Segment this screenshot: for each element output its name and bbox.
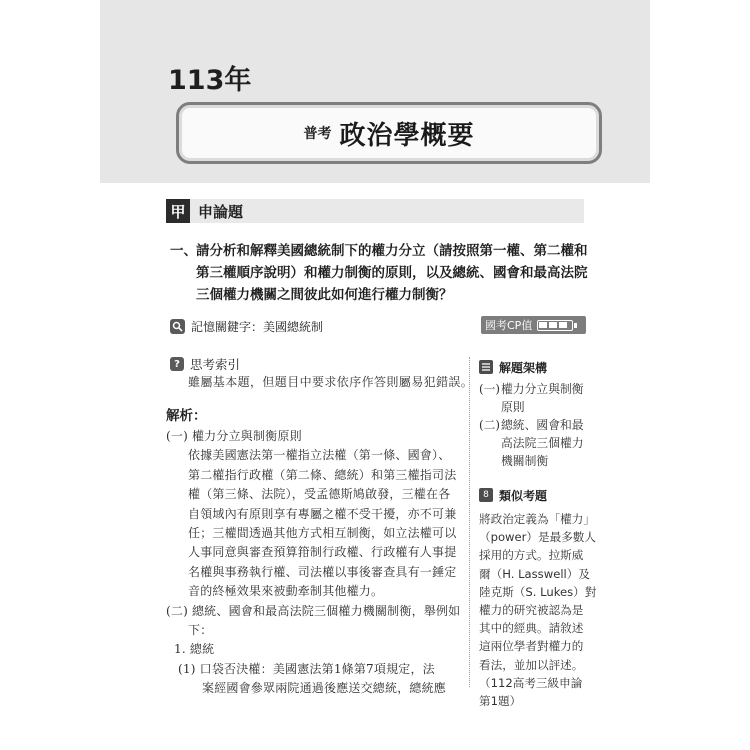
section-icon: 甲 (166, 199, 190, 223)
subject-title-box (176, 102, 602, 164)
subject-title: 政治學概要 (339, 120, 475, 151)
analysis-line: 1. 總統 (174, 642, 215, 657)
thinking-index-header (170, 355, 240, 373)
question-mark-icon: ? (170, 357, 184, 371)
similar-line: 將政治定義為「權力」 (479, 512, 595, 526)
similar-line: 看法，並加以評述。 (479, 657, 584, 672)
keyword-row (170, 318, 323, 335)
analysis-line: 任；三權間透過其他方式相互制衡，如立法權可以 (188, 525, 457, 540)
analysis-body (166, 427, 462, 698)
search-icon (170, 319, 185, 334)
analysis-line: 權（第三條、法院），受孟德斯鳩啟發，三權在各 (188, 487, 451, 502)
analysis-line: 依據美國憲法第一權指立法權（第一條、國會）、 (188, 448, 451, 463)
analysis-line: (1) 口袋否決權：美國憲法第1條第7項規定，法 (178, 661, 435, 676)
question-line: 三個權力機關之間彼此如何進行權力制衡？ (196, 287, 453, 303)
exam-year: 113年 (168, 65, 252, 96)
column-divider (469, 357, 470, 687)
cp-label: 國考CP值 (485, 319, 533, 332)
question-number: 一、 (170, 243, 197, 259)
analysis-line: (二) 總統、國會和最高法院三個權力機關制衡，舉例如 (166, 603, 461, 618)
question-line: 請分析和解釋美國總統制下的權力分立（請按照第一權、第二權和 (196, 243, 588, 259)
exam-page (100, 0, 650, 750)
list-icon (479, 360, 493, 374)
solution-framework (479, 358, 594, 470)
analysis-heading: 解析： (166, 408, 207, 424)
framework-item: (二) 總統、國會和最 高法院三個權力 機關制衡 (479, 418, 584, 468)
analysis-line: 案經國會參眾兩院通過後應送交總統，總統應 (202, 681, 447, 696)
cp-value-badge (481, 316, 586, 334)
analysis-line: 第二權指行政權（第二條、總統）和第三權指司法 (188, 467, 457, 482)
similar-line: 這兩位學者對權力的 (479, 639, 584, 654)
framework-title: 解題架構 (499, 360, 548, 375)
similar-line: 權力的研究被認為是 (479, 603, 584, 618)
similar-line: （112高考三級申論 (479, 675, 583, 690)
header-band (100, 0, 650, 183)
analysis-line: 音的終極效果來被動牽制其他權力。 (188, 584, 384, 599)
similar-title: 類似考題 (499, 488, 548, 503)
similar-questions (479, 486, 597, 710)
analysis-line: 名權與事務執行權、司法權以事後審查具有一錘定 (188, 564, 457, 579)
section-label: 申論題 (198, 202, 244, 221)
framework-item: (一) 權力分立與制衡 原則 (479, 382, 584, 414)
analysis-line: 下： (188, 622, 213, 637)
thinking-label: 思考索引 (190, 357, 241, 372)
question (170, 240, 590, 306)
section-header (166, 199, 584, 223)
analysis-line: 人事同意與審查預算箝制行政權、行政權有人事提 (188, 545, 457, 560)
keyword-text: 記憶關鍵字：美國總統制 (191, 320, 324, 334)
analysis-line: 自領域內有原則享有專屬之權不受干擾，亦不可兼 (188, 506, 457, 521)
battery-icon (537, 320, 573, 331)
similar-line: 第1題） (479, 694, 522, 709)
similar-line: （power）是最多數人 (479, 530, 596, 545)
similar-line: 採用的方式。拉斯威 (479, 548, 584, 563)
question-line: 第三權順序說明）和權力制衡的原則，以及總統、國會和最高法院 (196, 265, 588, 281)
similar-line: 陸克斯（S. Lukes）對 (479, 584, 597, 599)
similar-line: 爾（H. Lasswell）及 (479, 566, 590, 581)
thinking-text: 雖屬基本題，但題目中要求依序作答則屬易犯錯誤。 (188, 375, 474, 389)
similar-line: 其中的經典。請敘述 (479, 621, 584, 636)
exam-type: 普考 (303, 126, 332, 142)
eight-icon: 8 (479, 488, 493, 502)
analysis-line: (一) 權力分立與制衡原則 (166, 429, 302, 443)
